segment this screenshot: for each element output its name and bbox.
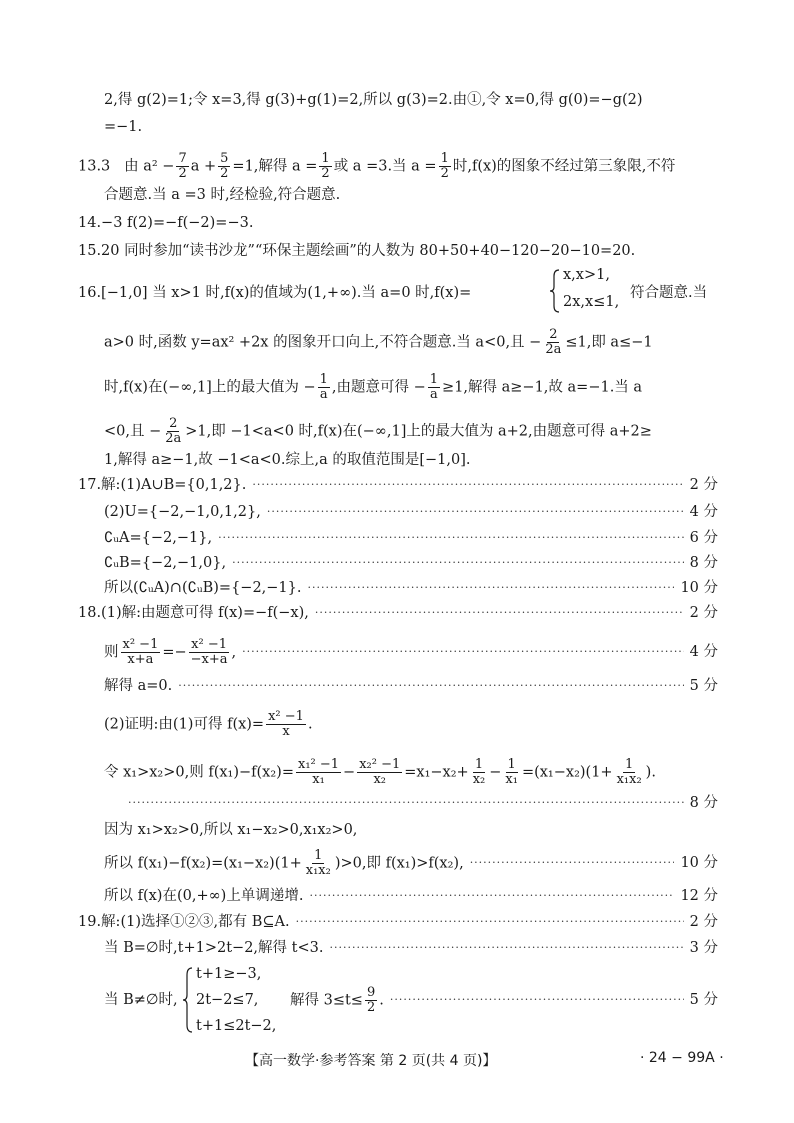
- q16-line-3: 时,f(x)在(−∞,1]上的最大值为 − $\frac{1}{a}$ ,由题意可得 − $\frac{1}{a}$ ≥1,解得 a≥−1,故 a=−1.当 a: [104, 372, 643, 402]
- q18-row-3: 解得 a=0. ····· 5 分: [104, 676, 718, 696]
- q17-row-3: ∁ᵤA={−2,−1}, ····· 6 分: [104, 528, 718, 548]
- q18-row-6: ····· 8 分: [128, 793, 718, 813]
- q18-row-1: 18.(1)解:由题意可得 f(x)=−f(−x), ····· 2 分: [78, 603, 718, 623]
- q19-row-2: 当 B=∅时,t+1>2t−2,解得 t<3. ····· 3 分: [104, 938, 718, 958]
- continuation-line-2: =−1.: [104, 119, 143, 135]
- q18-row-2: 则 $\frac{\text{x² −1}}{x+a}$ =− $\frac{\text{x² −1}}{-x+a}$ , ····· 4 分: [104, 637, 718, 667]
- q19-row-3-result: 解得 3≤t≤ $\frac{9}{2}$ . ····· 5 分: [290, 985, 718, 1015]
- q15-line: 15.20 同时参加“读书沙龙”“环保主题绘画”的人数为 80+50+40−120−20−10=20.: [78, 243, 636, 259]
- q17-row-1: 17.解:(1)A∪B={0,1,2}. ····· 2 分: [78, 475, 718, 495]
- page-footer-center: 【高一数学·参考答案 第 2 页(共 4 页)】: [245, 1053, 497, 1069]
- q19-system-3: t+1≤2t−2,: [196, 1018, 277, 1034]
- q18-row-7: 因为 x₁>x₂>0,所以 x₁−x₂>0,x₁x₂>0,: [104, 822, 358, 838]
- q18-row-8: 所以 f(x₁)−f(x₂)=(x₁−x₂)(1+ $\frac{1}{\text{x₁x₂}}$ )>0,即 f(x₁)>f(x₂), ····· 10 分: [104, 848, 718, 878]
- q16-line-5: 1,解得 a≥−1,故 −1<a<0.综上,a 的取值范围是[−1,0].: [104, 452, 471, 468]
- q19-row-1: 19.解:(1)选择①②③,都有 B⊆A. ····· 2 分: [78, 912, 718, 932]
- q17-row-2: (2)U={−2,−1,0,1,2}, ····· 4 分: [104, 502, 718, 522]
- q19-row-3-label: 当 B≠∅时,: [104, 992, 178, 1008]
- q16-line-1: 16.[−1,0] 当 x>1 时,f(x)的值域为(1,+∞).当 a=0 时,f(x)=: [78, 285, 472, 301]
- page-footer-code: · 24 − 99A ·: [640, 1050, 724, 1066]
- q18-row-9: 所以 f(x)在(0,+∞)上单调递增. ····· 12 分: [104, 886, 718, 906]
- q16-line-4: <0,且 − $\frac{2}{2a}$ >1,即 −1<a<0 时,f(x)在(−∞,1]上的最大值为 a+2,由题意可得 a+2≥: [104, 416, 652, 446]
- q17-row-5: 所以(∁ᵤA)∩(∁ᵤB)={−2,−1}. ····· 10 分: [104, 578, 718, 598]
- q13-line-1: 13.3 由 a² − $\frac{7}{2}$ a + $\frac{5}{2}$ =1,解得 a = $\frac{1}{2}$ 或 a =3.当 a = $\frac{1}{2}$ 时,f(x)的图象不经过第三象限,不符: [78, 151, 676, 181]
- q17-row-4: ∁ᵤB={−2,−1,0}, ····· 8 分: [104, 553, 718, 573]
- q19-system-1: t+1≥−3,: [196, 966, 262, 982]
- q16-line-1-end: 符合题意.当: [630, 285, 708, 301]
- q16-line-2: a>0 时,函数 y=ax² +2x 的图象开口向上,不符合题意.当 a<0,且 − $\frac{2}{2a}$ ≤1,即 a≤−1: [104, 327, 653, 357]
- q14-line: 14.−3 f(2)=−f(−2)=−3.: [78, 215, 254, 231]
- q16-piecewise-brace: [549, 268, 561, 314]
- q16-case-1: x,x>1,: [563, 267, 610, 283]
- q18-row-5: 令 x₁>x₂>0,则 f(x₁)−f(x₂)= $\frac{\text{x₁² −1}}{\text{x₁}}$ − $\frac{\text{x₂² −1}}{\text{x₂}}$ =x₁−x₂+ $\frac{1}{\text{x₂}}$ − $\frac{1}{\text{x₁}}$ =(x₁−x₂)(1+ $\frac{1}{\text{x₁x₂}}$ ).: [104, 757, 656, 787]
- q13-line-2: 合题意.当 a =3 时,经检验,符合题意.: [104, 187, 341, 203]
- continuation-line-1: 2,得 g(2)=1;令 x=3,得 g(3)+g(1)=2,所以 g(3)=2.由①,令 x=0,得 g(0)=−g(2): [104, 92, 643, 108]
- q19-system-2: 2t−2≤7,: [196, 992, 259, 1008]
- q16-case-2: 2x,x≤1,: [563, 294, 620, 310]
- q19-system-brace: [182, 966, 194, 1034]
- q18-row-4: (2)证明:由(1)可得 f(x)= $\frac{\text{x² −1}}{x}$ .: [104, 709, 313, 739]
